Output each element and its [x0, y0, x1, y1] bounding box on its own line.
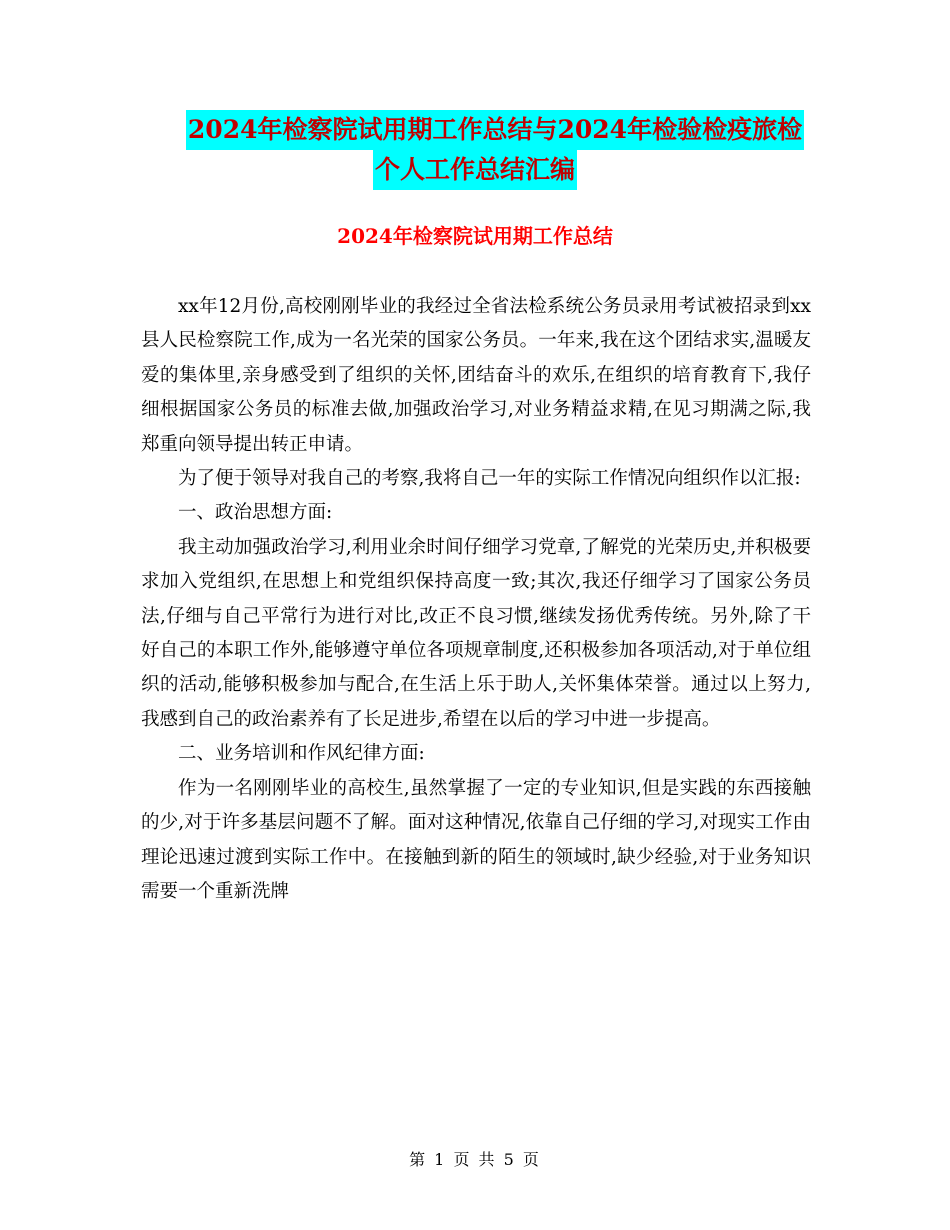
title-line-2: 个人工作总结汇编: [373, 150, 577, 190]
section-heading: 二、业务培训和作风纪律方面:: [178, 743, 425, 765]
section-title: 2024年检察院试用期工作总结: [337, 224, 613, 248]
paragraph: xx年12月份,高校刚刚毕业的我经过全省法检系统公务员录用考试被招录到xx县人民检察院工作,成为一名光荣的国家公务员。一年来,我在这个团结求实,温暖友爱的集体里,亲身感受到了组织的关怀,团结奋斗的欢乐,在组织的培育教育下,我仔细根据国家公务员的标准去做,加强政治学习,对业务精益求精,在见习期满之际,我郑重向领导提出转正申请。: [141, 296, 811, 455]
paragraph: 我主动加强政治学习,利用业余时间仔细学习党章,了解党的光荣历史,并积极要求加入党组织,在思想上和党组织保持高度一致;其次,我还仔细学习了国家公务员法,仔细与自己平常行为进行对比,改正不良习惯,继续发扬优秀传统。另外,除了干好自己的本职工作外,能够遵守单位各项规章制度,还积极参加各项活动,对于单位组织的活动,能够积极参加与配合,在生活上乐于助人,关怀集体荣誉。通过以上努力,我感到自己的政治素养有了长足进步,希望在以后的学习中进一步提高。: [141, 536, 811, 730]
paragraph: 作为一名刚刚毕业的高校生,虽然掌握了一定的专业知识,但是实践的东西接触的少,对于许多基层问题不了解。面对这种情况,依靠自己仔细的学习,对现实工作由理论迅速过渡到实际工作中。在接触到新的陌生的领域时,缺少经验,对于业务知识需要一个重新洗牌: [141, 777, 811, 902]
document-title: [0, 110, 950, 190]
paragraph: 为了便于领导对我自己的考察,我将自己一年的实际工作情况向组织作以汇报:: [178, 468, 801, 490]
page-footer: 第 1 页 共 5 页: [409, 1150, 541, 1169]
section-heading: 一、政治思想方面:: [178, 502, 333, 524]
document-body: [141, 290, 811, 909]
title-line-1: 2024年检察院试用期工作总结与2024年检验检疫旅检: [186, 110, 804, 150]
